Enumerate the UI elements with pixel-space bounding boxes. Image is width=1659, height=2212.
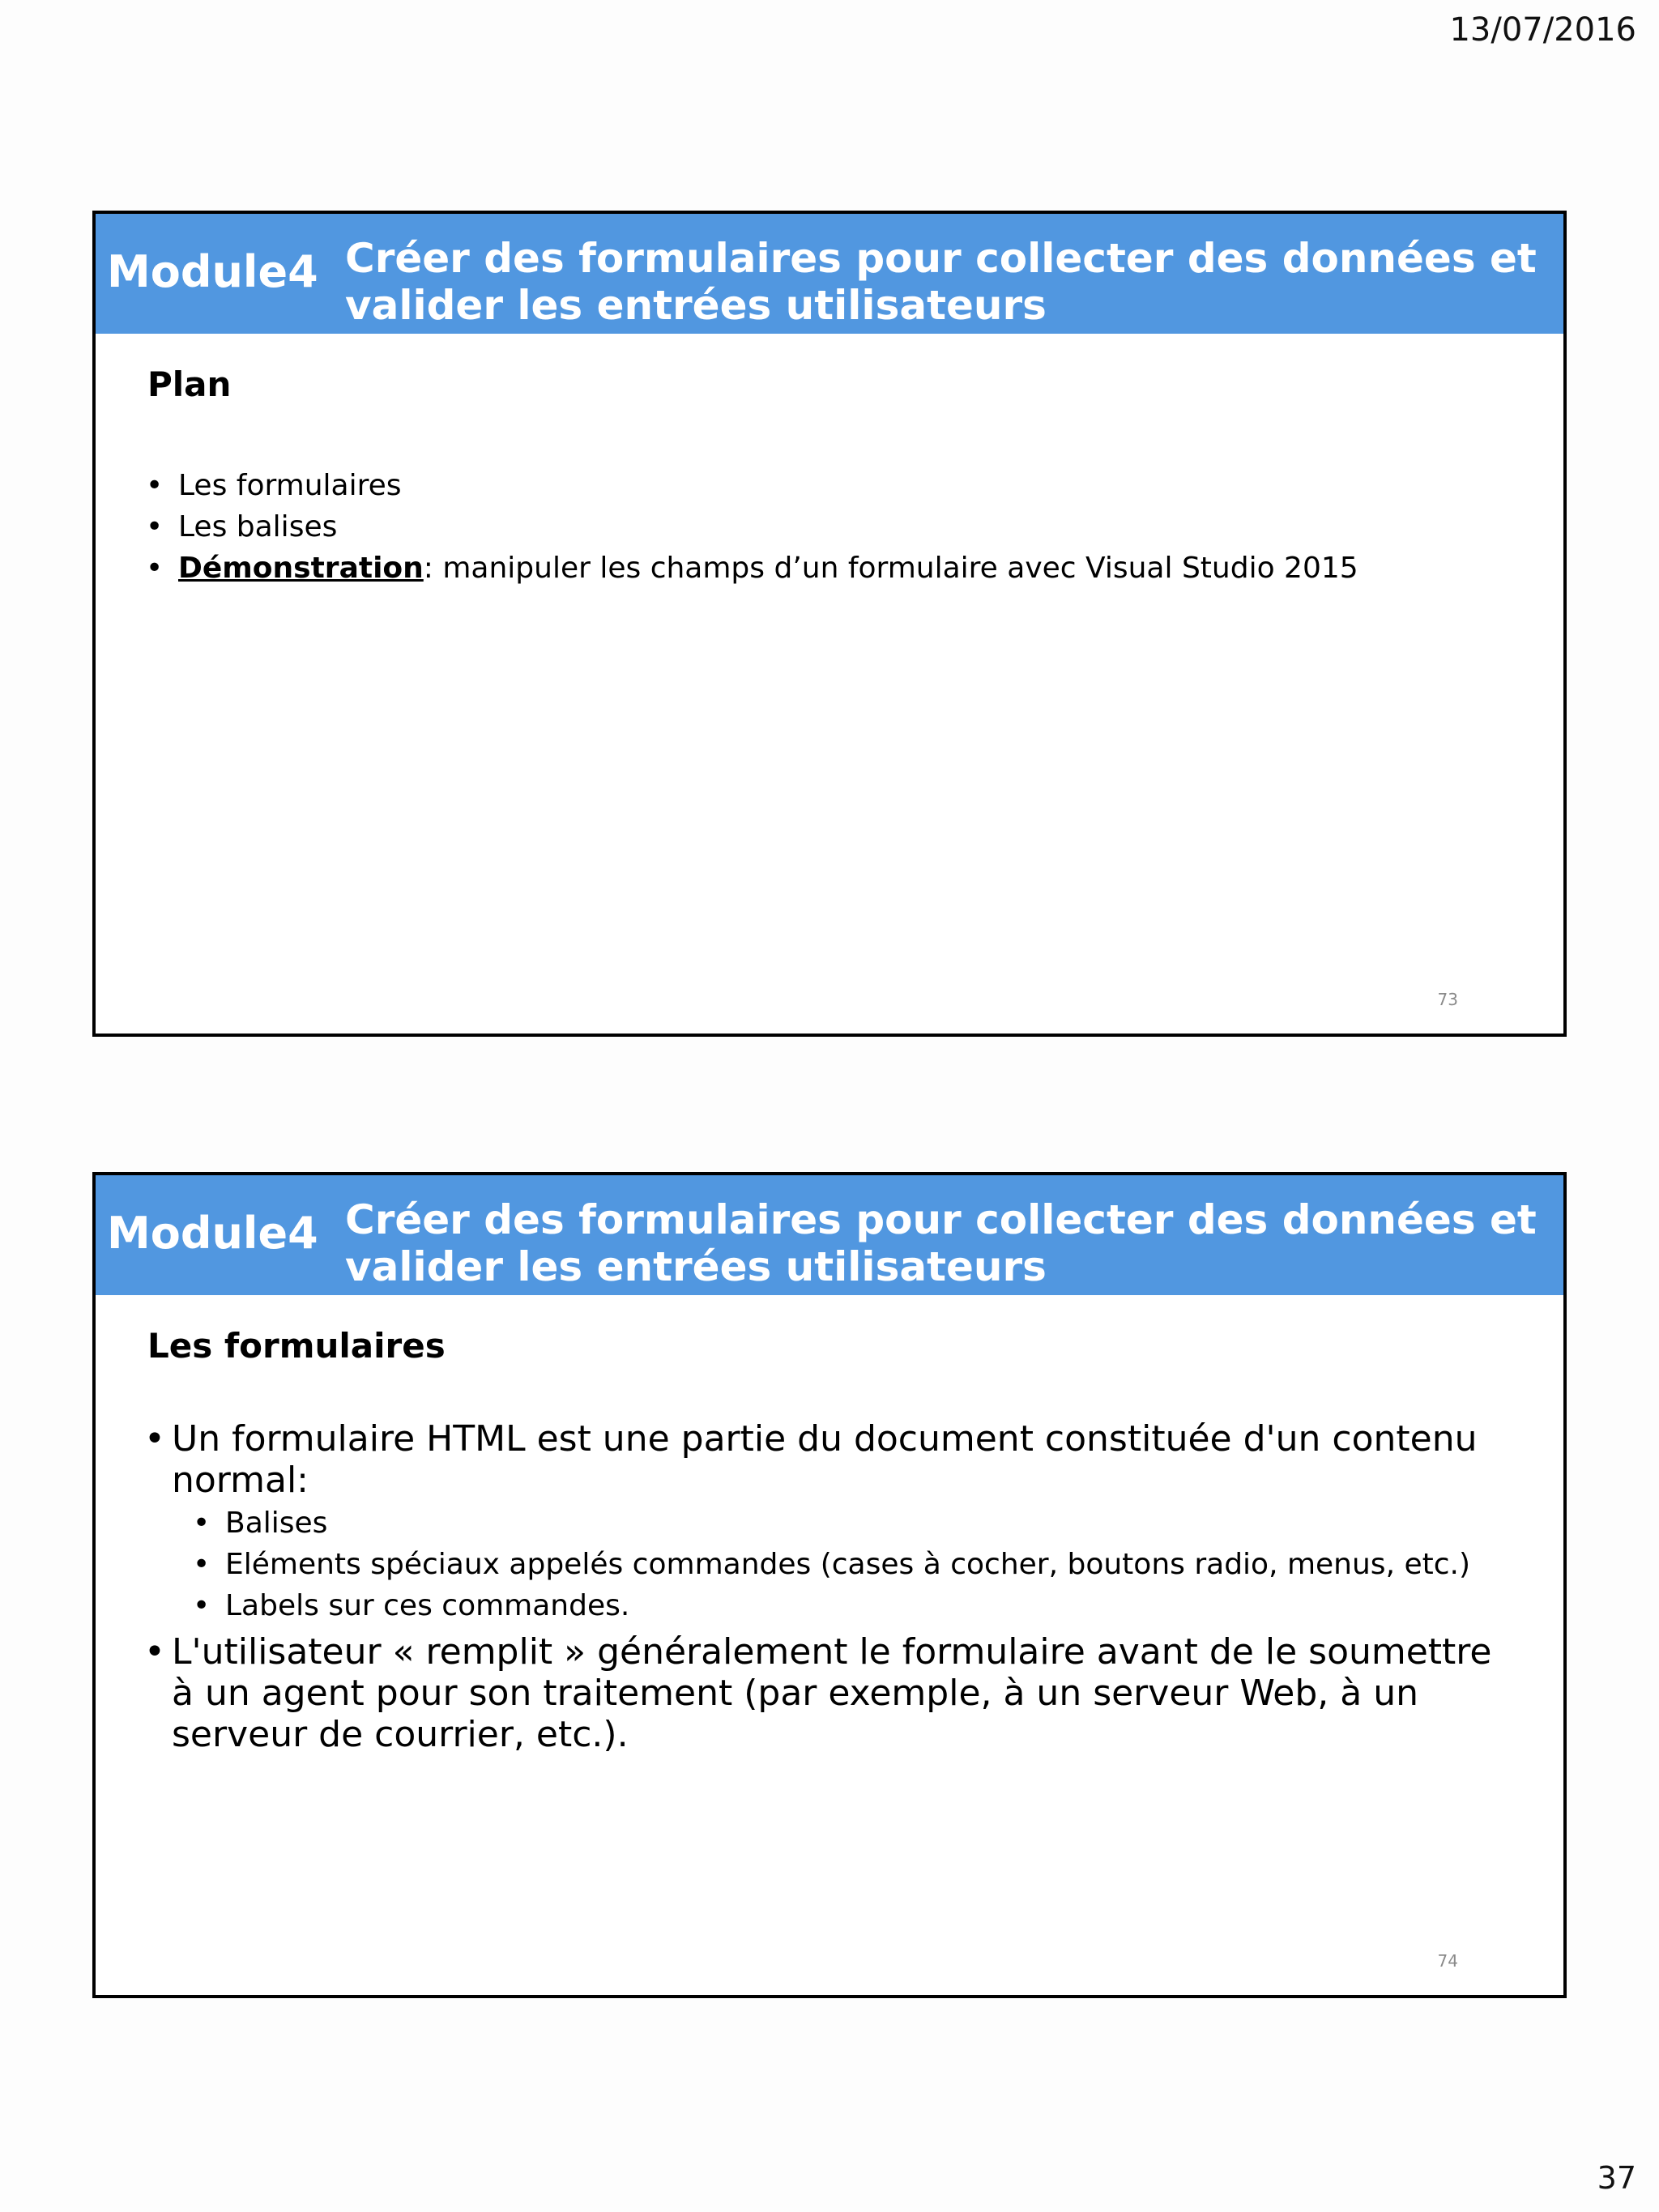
page-date: 13/07/2016	[1449, 11, 1636, 49]
forms-list	[144, 1418, 1515, 1755]
slide-number: 73	[1437, 990, 1458, 1009]
slide-73	[92, 211, 1567, 1037]
page-number: 37	[1597, 2160, 1636, 2196]
module-label: Module4	[107, 246, 318, 297]
list-item-demo	[144, 548, 1515, 589]
sub-list	[191, 1502, 1515, 1626]
list-item-text: Un formulaire HTML est une partie du document constituée d'un contenu normal:	[172, 1418, 1478, 1501]
slide-number: 74	[1437, 1951, 1458, 1971]
module-label: Module4	[107, 1208, 318, 1259]
demo-description: : manipuler les champs d’un formulaire avec Visual Studio 2015	[423, 552, 1358, 585]
slide-header	[96, 214, 1563, 334]
sub-list-item: • Eléments spéciaux appelés commandes (cases à cocher, boutons radio, menus, etc.)	[191, 1544, 1515, 1585]
slide-heading: Les formulaires	[147, 1326, 446, 1366]
slide-heading: Plan	[147, 364, 232, 404]
list-item: • Les balises	[144, 506, 1515, 548]
demo-label: Démonstration	[178, 552, 424, 585]
plan-list	[144, 465, 1515, 589]
sub-list-item: • Labels sur ces commandes.	[191, 1585, 1515, 1626]
module-title: Créer des formulaires pour collecter des données et valider les entrées utilisateurs	[345, 1196, 1537, 1290]
list-item: • Les formulaires	[144, 465, 1515, 506]
list-item	[144, 1418, 1515, 1626]
module-title: Créer des formulaires pour collecter des données et valider les entrées utilisateurs	[345, 235, 1537, 329]
slide-74	[92, 1172, 1567, 1998]
slide-header	[96, 1175, 1563, 1295]
list-item: • L'utilisateur « remplit » généralement le formulaire avant de le soumettre à un agent pour son traitement (par exemple, à un serveur Web, à un serveur de courrier, etc.).	[144, 1631, 1515, 1755]
sub-list-item: • Balises	[191, 1502, 1515, 1544]
